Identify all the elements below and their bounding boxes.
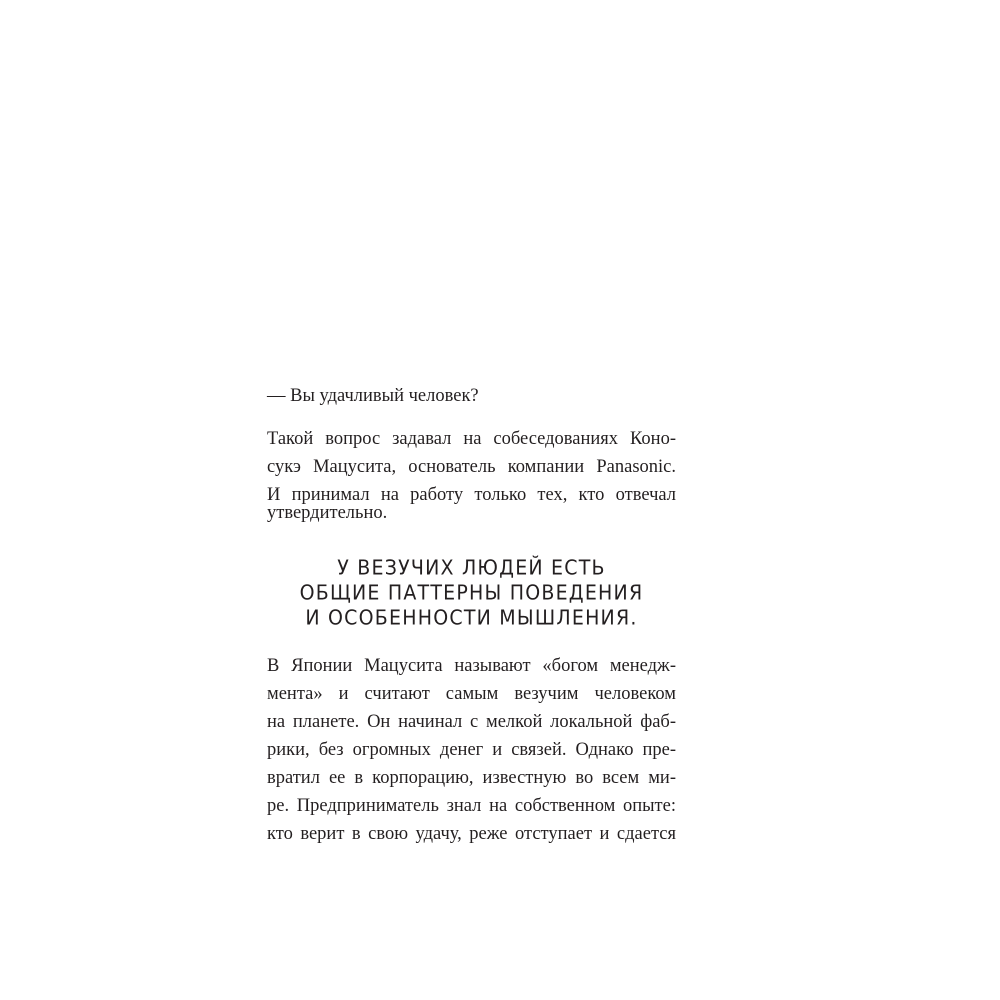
body-line: ре. Предприниматель знал на собственном опыте: (267, 796, 676, 816)
body-line: рики, без огромных денег и связей. Однако пре- (267, 740, 676, 760)
intro-line: утвердительно. (267, 503, 388, 523)
body-line: на планете. Он начинал с мелкой локальной фаб- (267, 712, 676, 732)
intro-line: сукэ Мацусита, основатель компании Panasonic. (267, 457, 676, 477)
intro-line: И принимал на работу только тех, кто отвечал (267, 485, 676, 505)
dialogue-question: — Вы удачливый человек? (267, 386, 479, 406)
pull-quote-line: И ОСОБЕННОСТИ МЫШЛЕНИЯ. (305, 606, 638, 630)
body-line: В Японии Мацусита называют «богом менедж- (267, 656, 676, 676)
body-line: мента» и считают самым везучим человеком (267, 684, 676, 704)
body-line: кто верит в свою удачу, реже отступает и сдается (267, 824, 676, 844)
pull-quote-line: У ВЕЗУЧИХ ЛЮДЕЙ ЕСТЬ (337, 556, 606, 580)
body-line: вратил ее в корпорацию, известную во всем ми- (267, 768, 676, 788)
pull-quote-line: ОБЩИЕ ПАТТЕРНЫ ПОВЕДЕНИЯ (299, 581, 644, 605)
intro-line: Такой вопрос задавал на собеседованиях Коно- (267, 429, 676, 449)
